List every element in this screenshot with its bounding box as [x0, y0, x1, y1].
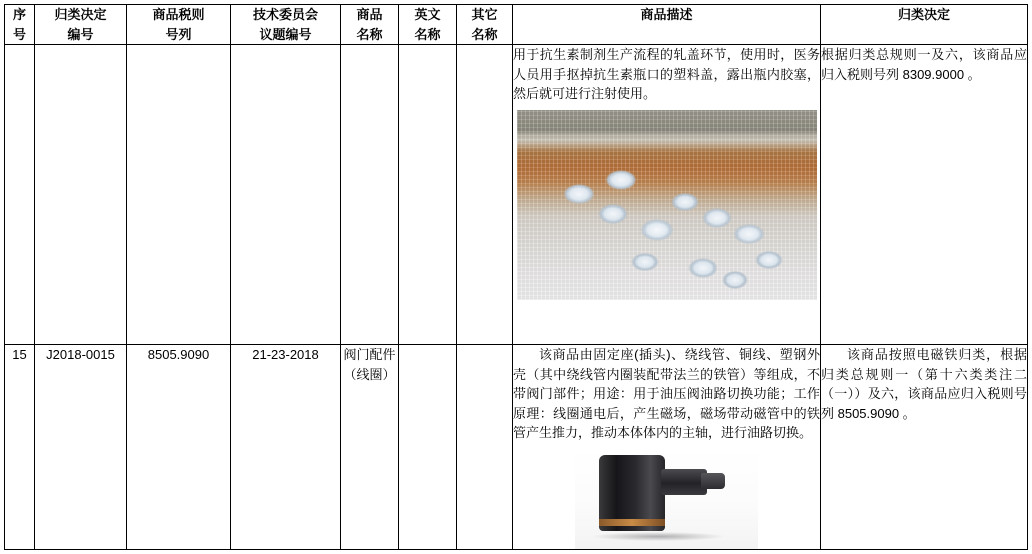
cell-tariff-line: 8505.9090 — [127, 345, 231, 550]
cell-decision-code: J2018-0015 — [35, 345, 127, 550]
column-header-goods-name-line1: 商品 — [356, 7, 383, 22]
table-header-row — [5, 5, 1028, 45]
column-header-meeting-no-line2: 议题编号 — [259, 26, 312, 42]
column-header-goods-name-line2: 名称 — [356, 26, 383, 42]
cell-english-name — [399, 45, 457, 345]
column-header-description — [513, 5, 821, 45]
cell-decision-code — [35, 45, 127, 345]
cell-other-name — [457, 45, 513, 345]
table-header — [5, 5, 1028, 45]
column-header-english-name — [399, 5, 457, 45]
document-page — [0, 4, 1032, 554]
column-header-decision-code-line2: 编号 — [67, 26, 94, 42]
column-header-tariff-line-line2: 号列 — [165, 26, 192, 42]
column-header-other-name-line2: 名称 — [471, 26, 498, 42]
coil-connector-tip — [701, 473, 725, 489]
cell-meeting-no — [231, 45, 341, 345]
decision-paragraph: 该商品按照电磁铁归类，根据归类总规则一（第十六类类注二（一））及六，该商品应归入税则号列 8505.9090 。 — [821, 347, 1027, 421]
product-photo-valve-coil — [575, 449, 758, 549]
column-header-decision-line1: 归类决定 — [897, 7, 950, 22]
product-photo-antibiotic-vial-caps — [517, 110, 817, 300]
decision-paragraph: 根据归类总规则一及六，该商品应归入税则号列 8309.9000 。 — [821, 47, 1027, 82]
table-body — [5, 45, 1028, 550]
cell-meeting-no: 21-23-2018 — [231, 345, 341, 550]
column-header-english-name-line2: 名称 — [414, 26, 441, 42]
table-row — [5, 345, 1028, 550]
cell-description — [513, 345, 821, 550]
column-header-meeting-no — [231, 5, 341, 45]
cell-goods-name: 阀门配件（线圈） — [341, 345, 399, 550]
column-header-decision — [821, 5, 1028, 45]
cell-goods-name — [341, 45, 399, 345]
column-header-other-name-line1: 其它 — [471, 7, 498, 22]
description-paragraph: 该商品由固定座(插头)、绕线管、铜线、塑钢外壳（其中绕线管内圈装配带法兰的铁管）等组成，不带阀门部件；用途：用于油压阀油路切换功能；工作原理：线圈通电后，产生磁场，磁场带动磁管中的铁管产生推力，推动本体体内的主轴，进行油路切换。 — [513, 347, 820, 440]
column-header-english-name-line1: 英文 — [414, 7, 441, 22]
cell-decision — [821, 345, 1028, 550]
cell-seq — [5, 45, 35, 345]
column-header-other-name — [457, 5, 513, 45]
coil-shadow — [593, 532, 723, 541]
coil-body — [599, 455, 665, 531]
column-header-decision-code — [35, 5, 127, 45]
cell-seq: 15 — [5, 345, 35, 550]
cell-description — [513, 45, 821, 345]
column-header-seq — [5, 5, 35, 45]
column-header-tariff-line — [127, 5, 231, 45]
classification-decisions-table — [4, 4, 1028, 550]
column-header-goods-name — [341, 5, 399, 45]
column-header-description-line1: 商品描述 — [640, 7, 693, 22]
cell-decision — [821, 45, 1028, 345]
column-header-decision-code-line1: 归类决定 — [54, 7, 107, 22]
column-header-seq-line2: 号 — [12, 26, 26, 42]
column-header-tariff-line-line1: 商品税则 — [152, 7, 205, 22]
cell-other-name — [457, 345, 513, 550]
cell-tariff-line — [127, 45, 231, 345]
description-paragraph: 用于抗生素制剂生产流程的轧盖环节，使用时，医务人员用手抠掉抗生素瓶口的塑料盖，露出瓶内胶塞，然后就可进行注射使用。 — [513, 47, 820, 101]
cell-english-name — [399, 345, 457, 550]
column-header-seq-line1: 序 — [12, 7, 26, 22]
table-row — [5, 45, 1028, 345]
column-header-meeting-no-line1: 技术委员会 — [252, 7, 318, 22]
